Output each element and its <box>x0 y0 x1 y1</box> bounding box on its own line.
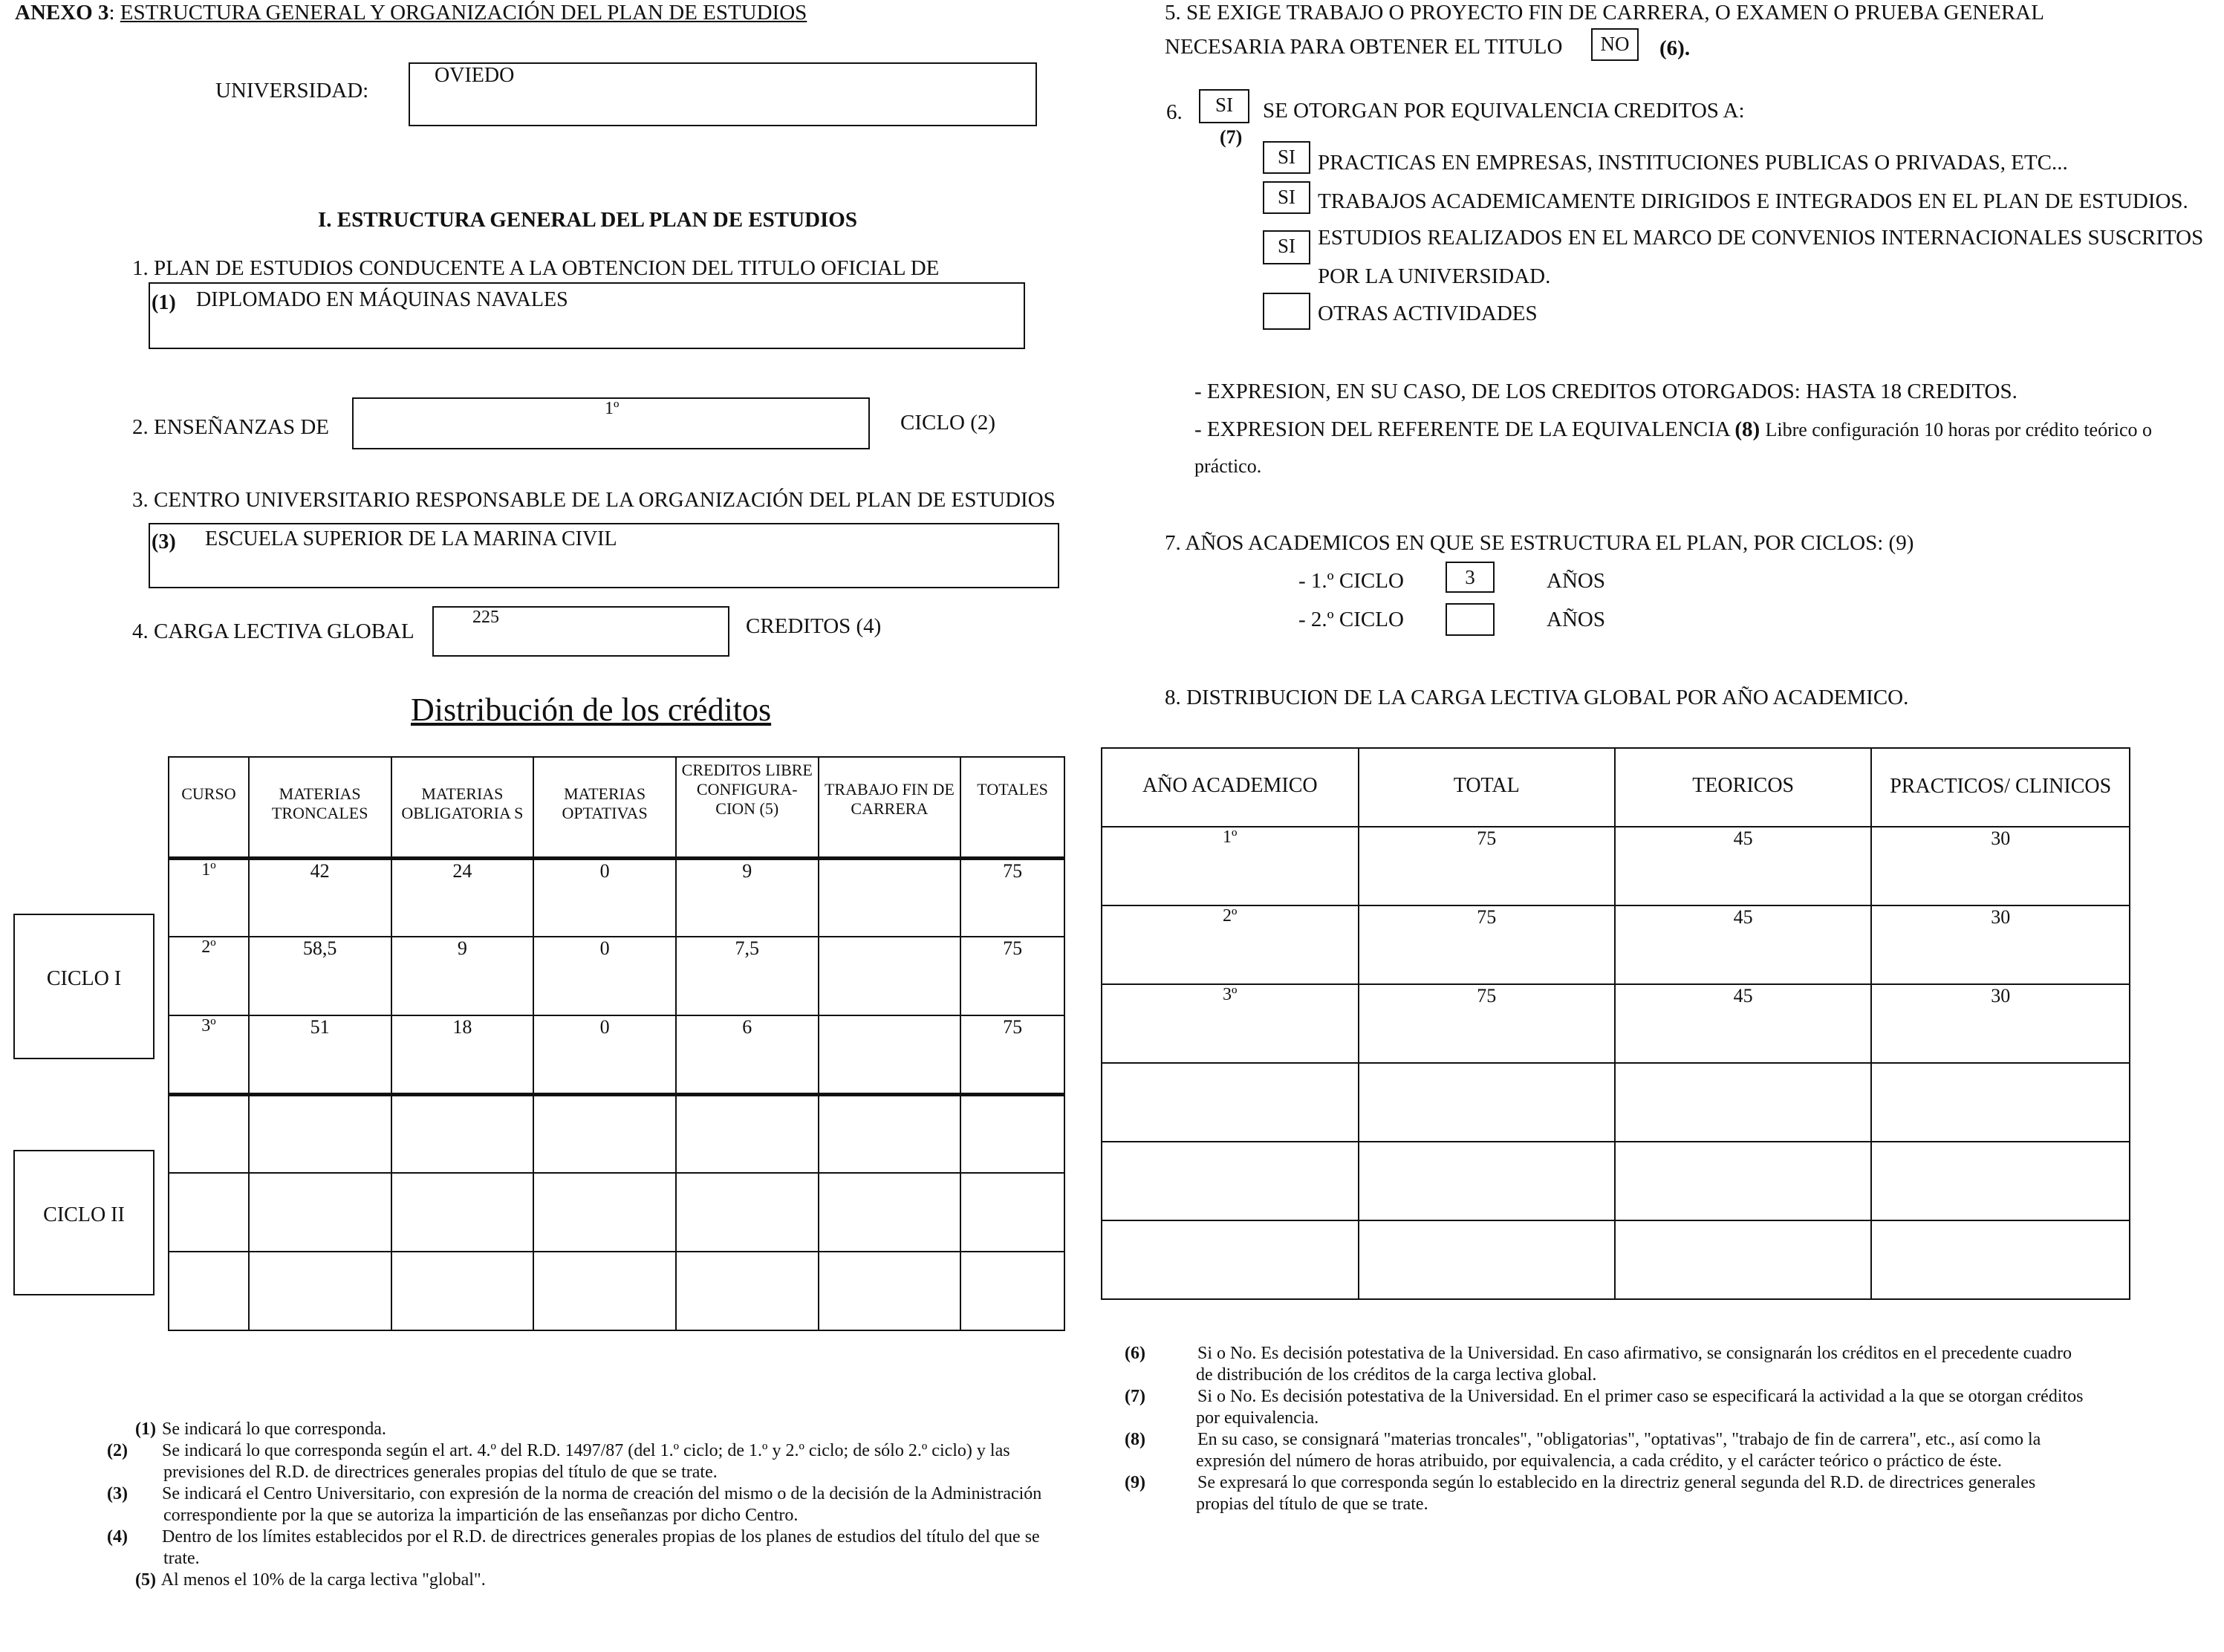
cell: 75 <box>1359 984 1615 1063</box>
cell <box>819 858 961 937</box>
q6-expr2-value: Libre configuración 10 horas por crédito teórico o <box>1765 419 2153 440</box>
q1-ref: (1) <box>152 291 176 314</box>
q6-item-3-label: ESTUDIOS REALIZADOS EN EL MARCO DE CONVENIOS INTERNACIONALES SUSCRITOS <box>1318 226 2204 250</box>
cell <box>1615 1063 1871 1142</box>
cell: 30 <box>1871 827 2130 905</box>
annex-label: ANEXO 3 <box>15 1 109 25</box>
cell: 75 <box>1359 905 1615 984</box>
cell <box>169 1173 249 1252</box>
q4-suffix: CREDITOS (4) <box>746 614 882 638</box>
cell: 0 <box>533 1015 676 1094</box>
q6-answer-box[interactable]: SI <box>1199 89 1249 123</box>
table-row <box>1102 1220 2130 1299</box>
cell: 42 <box>249 858 391 937</box>
table-row <box>169 937 1064 1015</box>
q5-label: NECESARIA PARA OBTENER EL TITULO <box>1165 35 1563 59</box>
q5-line2 <box>1165 34 1562 59</box>
footnote-5: (5) Al menos el 10% de la carga lectiva "global". <box>135 1570 486 1590</box>
cell <box>960 1173 1064 1252</box>
cell: 1º <box>169 858 249 937</box>
col-header-curso: CURSO <box>169 757 249 858</box>
cell: 9 <box>676 858 819 937</box>
q2-label: 2. ENSEÑANZAS DE <box>132 415 330 439</box>
cell <box>1615 1220 1871 1299</box>
q6-expression-credits: - EXPRESION, EN SU CASO, DE LOS CREDITOS OTORGADOS: HASTA 18 CREDITOS. <box>1194 380 2017 403</box>
annex-title: ESTRUCTURA GENERAL Y ORGANIZACIÓN DEL PLAN DE ESTUDIOS <box>120 1 807 25</box>
cell: 2º <box>1102 905 1359 984</box>
col-header-obligatorias: MATERIAS OBLIGATORIA S <box>391 757 534 858</box>
footnote-2: (2) Se indicará lo que corresponda según el art. 4.º del R.D. 1497/87 (del 1.º ciclo; de 1.º y 2.º ciclo; de sólo 2.º ciclo) y las previsiones del R.D. de directrices generales propias del título de que se trate. <box>107 1441 1010 1482</box>
cell <box>1615 1142 1871 1220</box>
table-row <box>1102 905 2130 984</box>
cell <box>1871 1142 2130 1220</box>
table-row <box>169 858 1064 937</box>
cell <box>1102 1142 1359 1220</box>
q1-label: 1. PLAN DE ESTUDIOS CONDUCENTE A LA OBTENCION DEL TITULO OFICIAL DE <box>132 256 940 280</box>
cell: 51 <box>249 1015 391 1094</box>
table-row <box>1102 827 2130 905</box>
table-row <box>1102 1063 2130 1142</box>
cell <box>819 1094 961 1173</box>
q2-field[interactable] <box>352 397 870 449</box>
cell: 75 <box>960 858 1064 937</box>
cell <box>1102 1063 1359 1142</box>
q6-item-4-label: OTRAS ACTIVIDADES <box>1318 302 1538 325</box>
footnote-1: (1) Se indicará lo que corresponda. <box>135 1420 386 1439</box>
cell: 3º <box>1102 984 1359 1063</box>
col-header-practicos: PRACTICOS/ CLINICOS <box>1871 748 2130 827</box>
distribution-header-row <box>169 757 1064 858</box>
cell: 18 <box>391 1015 534 1094</box>
footnotes-left <box>107 1419 1064 1591</box>
cell <box>676 1252 819 1330</box>
cell <box>391 1094 534 1173</box>
cell <box>391 1173 534 1252</box>
table-row <box>169 1173 1064 1252</box>
table-row <box>169 1094 1064 1173</box>
cell <box>169 1252 249 1330</box>
col-header-troncales: MATERIAS TRONCALES <box>249 757 391 858</box>
q2-value: 1º <box>605 399 620 418</box>
cell: 9 <box>391 937 534 1015</box>
table-row <box>1102 984 2130 1063</box>
cell <box>1871 1063 2130 1142</box>
q3-value: ESCUELA SUPERIOR DE LA MARINA CIVIL <box>205 527 617 550</box>
q1-value: DIPLOMADO EN MÁQUINAS NAVALES <box>196 288 568 311</box>
university-value: OVIEDO <box>435 64 515 87</box>
col-header-ano-academico: AÑO ACADEMICO <box>1102 748 1359 827</box>
q6-item-4-box[interactable] <box>1263 293 1310 330</box>
q6-item-1-label: PRACTICAS EN EMPRESAS, INSTITUCIONES PUBLICAS O PRIVADAS, ETC... <box>1318 151 2068 175</box>
cell <box>1102 1220 1359 1299</box>
cell: 45 <box>1615 827 1871 905</box>
cell: 3º <box>169 1015 249 1094</box>
cell <box>676 1094 819 1173</box>
q5-ref: (6). <box>1659 36 1691 60</box>
cell: 24 <box>391 858 534 937</box>
distribution-title: Distribución de los créditos <box>411 692 772 728</box>
q1-field[interactable] <box>149 282 1025 349</box>
ciclo-2-label: CICLO II <box>43 1203 125 1226</box>
q5-line1: 5. SE EXIGE TRABAJO O PROYECTO FIN DE CARRERA, O EXAMEN O PRUEBA GENERAL <box>1165 1 2044 25</box>
col-header-total: TOTAL <box>1359 748 1615 827</box>
footnote-7: (7) Si o No. Es decisión potestativa de la Universidad. En el primer caso se especificará la actividad a la que se otorgan créditos por equivalencia. <box>1125 1387 2084 1428</box>
annex-header <box>15 0 807 25</box>
cell <box>960 1094 1064 1173</box>
q4-value: 225 <box>472 608 499 627</box>
q6-item-2-box[interactable]: SI <box>1263 181 1310 214</box>
cell <box>533 1252 676 1330</box>
q6-expr2-ref: (8) <box>1734 417 1760 441</box>
q2-suffix: CICLO (2) <box>900 411 996 435</box>
table-row <box>169 1252 1064 1330</box>
col-header-totales: TOTALES <box>960 757 1064 858</box>
cell <box>1359 1063 1615 1142</box>
q7-cycle-2-unit: AÑOS <box>1547 608 1605 631</box>
cell <box>819 1173 961 1252</box>
q6-item-3-box[interactable]: SI <box>1263 230 1310 264</box>
cell: 0 <box>533 858 676 937</box>
q7-cycle-2-label: - 2.º CICLO <box>1298 608 1404 631</box>
cell: 58,5 <box>249 937 391 1015</box>
cell: 1º <box>1102 827 1359 905</box>
cell <box>819 1015 961 1094</box>
cell <box>533 1094 676 1173</box>
cell <box>169 1094 249 1173</box>
q6-item-1-box[interactable]: SI <box>1263 141 1310 174</box>
cell <box>249 1252 391 1330</box>
distribution-table <box>168 756 1065 1331</box>
col-header-optativas: MATERIAS OPTATIVAS <box>533 757 676 858</box>
q7-cycle-1-unit: AÑOS <box>1547 569 1605 593</box>
cell <box>1359 1142 1615 1220</box>
q6-expression-referent <box>1194 417 2152 443</box>
q6-label: SE OTORGAN POR EQUIVALENCIA CREDITOS A: <box>1263 99 1745 123</box>
q3-field[interactable] <box>149 523 1059 588</box>
cell: 30 <box>1871 905 2130 984</box>
footnote-8: (8) En su caso, se consignará "materias troncales", "obligatorias", "optativas", "trabajo de fin de carrera", etc., así como la expresión del número de horas atribuido, por equivalencia, a cada crédito, y el carácter teórico o práctico de éste. <box>1125 1430 2041 1471</box>
annual-load-table <box>1101 747 2130 1300</box>
q7-cycle-1-label: - 1.º CICLO <box>1298 569 1404 593</box>
q6-ref: (7) <box>1220 126 1243 148</box>
cell <box>676 1173 819 1252</box>
university-field[interactable] <box>409 62 1037 126</box>
cell <box>1871 1220 2130 1299</box>
col-header-trabajo-fin: TRABAJO FIN DE CARRERA <box>819 757 961 858</box>
footnote-9: (9) Se expresará lo que corresponda según lo establecido en la directriz general segunda del R.D. de directrices generales propias del título de que se trate. <box>1125 1473 2036 1514</box>
cell: 75 <box>960 937 1064 1015</box>
table-row <box>1102 1142 2130 1220</box>
q4-label: 4. CARGA LECTIVA GLOBAL <box>132 620 414 643</box>
cell: 2º <box>169 937 249 1015</box>
cell: 0 <box>533 937 676 1015</box>
table-row <box>169 1015 1064 1094</box>
cell <box>391 1252 534 1330</box>
cell: 45 <box>1615 984 1871 1063</box>
q6-expr2-label: - EXPRESION DEL REFERENTE DE LA EQUIVALENCIA <box>1194 417 1730 441</box>
q8-label: 8. DISTRIBUCION DE LA CARGA LECTIVA GLOBAL POR AÑO ACADEMICO. <box>1165 686 1909 709</box>
cell <box>960 1252 1064 1330</box>
annex-separator: : <box>108 1 115 25</box>
cell <box>819 1252 961 1330</box>
cell: 6 <box>676 1015 819 1094</box>
q7-label: 7. AÑOS ACADEMICOS EN QUE SE ESTRUCTURA EL PLAN, POR CICLOS: (9) <box>1165 531 1914 555</box>
cell: 75 <box>1359 827 1615 905</box>
university-label: UNIVERSIDAD: <box>215 79 369 103</box>
footnotes-right <box>1125 1343 2089 1515</box>
cell <box>249 1094 391 1173</box>
cell <box>249 1173 391 1252</box>
cell <box>819 937 961 1015</box>
ciclo-1-label: CICLO I <box>46 967 122 990</box>
cell: 75 <box>960 1015 1064 1094</box>
cell: 30 <box>1871 984 2130 1063</box>
q6-item-2-label: TRABAJOS ACADEMICAMENTE DIRIGIDOS E INTEGRADOS EN EL PLAN DE ESTUDIOS. <box>1318 189 2188 213</box>
cell: 7,5 <box>676 937 819 1015</box>
cell <box>1359 1220 1615 1299</box>
q5-answer-box[interactable]: NO <box>1591 28 1639 61</box>
q3-ref: (3) <box>152 530 176 553</box>
q4-field[interactable] <box>432 606 729 657</box>
q3-label: 3. CENTRO UNIVERSITARIO RESPONSABLE DE LA ORGANIZACIÓN DEL PLAN DE ESTUDIOS <box>132 488 1056 512</box>
q7-cycle-2-years-box[interactable] <box>1446 603 1495 636</box>
q7-cycle-1-years-box[interactable]: 3 <box>1446 562 1495 593</box>
cell <box>533 1173 676 1252</box>
annual-header-row <box>1102 748 2130 827</box>
col-header-teoricos: TEORICOS <box>1615 748 1871 827</box>
footnote-6: (6) Si o No. Es decisión potestativa de la Universidad. En caso afirmativo, se consignarán los créditos en el precedente cuadro de distribución de los créditos de la carga lectiva global. <box>1125 1344 2072 1385</box>
q6-item-3-label-cont: POR LA UNIVERSIDAD. <box>1318 264 1551 288</box>
ciclo-1-box <box>13 914 155 1059</box>
ciclo-2-box <box>13 1150 155 1295</box>
q6-number: 6. <box>1166 100 1183 124</box>
cell: 45 <box>1615 905 1871 984</box>
footnote-3: (3) Se indicará el Centro Universitario, con expresión de la norma de creación del mismo o de la decisión de la Administración correspondiente por la que se autoriza la impartición de las enseñanzas por dicho Centro. <box>107 1484 1042 1525</box>
col-header-libre-configuracion: CREDITOS LIBRE CONFIGURA- CION (5) <box>676 757 819 858</box>
q6-expression-referent-cont: práctico. <box>1194 455 1262 477</box>
section-title: I. ESTRUCTURA GENERAL DEL PLAN DE ESTUDIOS <box>318 208 857 232</box>
footnote-4: (4) Dentro de los límites establecidos por el R.D. de directrices generales propias de los planes de estudios del título del que se trate. <box>107 1527 1040 1568</box>
